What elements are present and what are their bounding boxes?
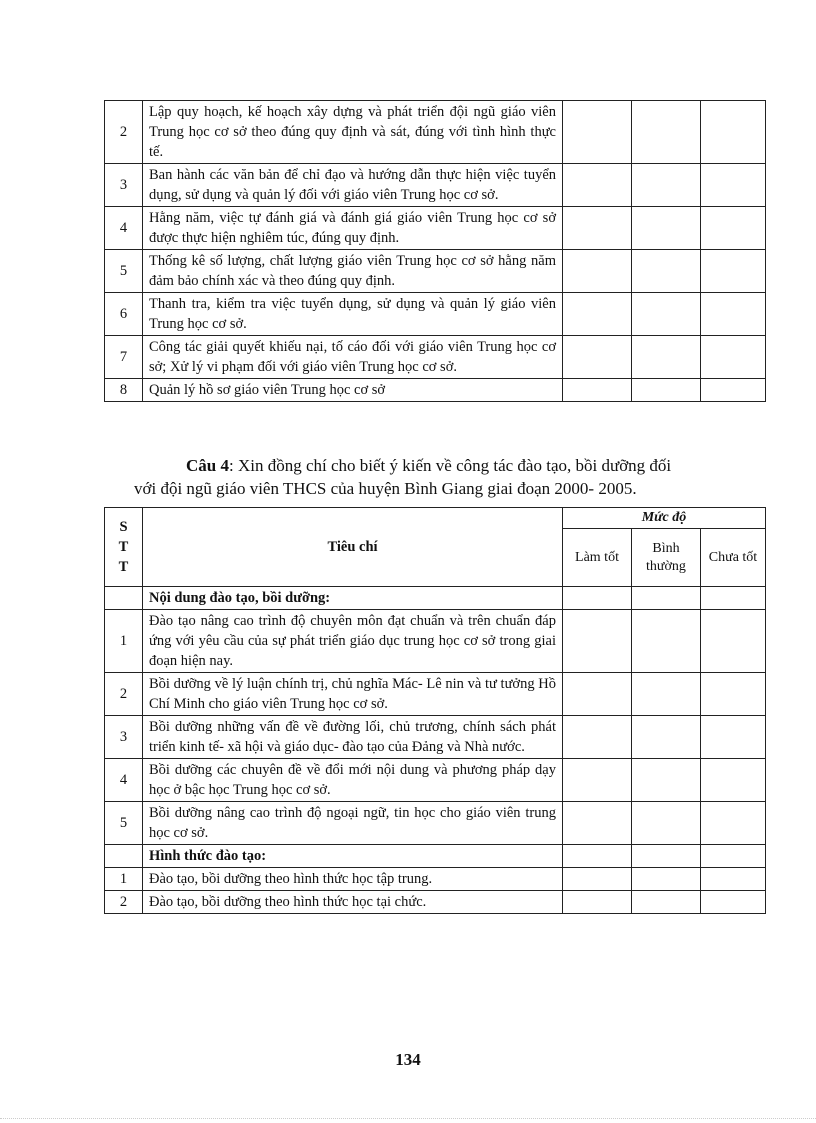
rating-cell[interactable] bbox=[563, 673, 632, 716]
rating-cell[interactable] bbox=[701, 673, 766, 716]
section-title: Nội dung đào tạo, bồi dưỡng: bbox=[143, 587, 563, 610]
rating-cell[interactable] bbox=[632, 759, 701, 802]
section-title: Hình thức đào tạo: bbox=[143, 845, 563, 868]
rating-cell[interactable] bbox=[632, 336, 701, 379]
row-number: 4 bbox=[105, 207, 143, 250]
rating-cell[interactable] bbox=[563, 610, 632, 673]
table-row bbox=[105, 610, 766, 673]
rating-cell[interactable] bbox=[701, 610, 766, 673]
rating-cell[interactable] bbox=[701, 293, 766, 336]
question-text-1: : Xin đồng chí cho biết ý kiến về công tác đào tạo, bồi dưỡng đối bbox=[228, 456, 672, 475]
rating-cell[interactable] bbox=[632, 868, 701, 891]
table-row bbox=[105, 336, 766, 379]
rating-cell[interactable] bbox=[701, 802, 766, 845]
row-number: 2 bbox=[105, 891, 143, 914]
row-criterion: Bồi dưỡng về lý luận chính trị, chủ nghĩa Mác- Lê nin và tư tưởng Hồ Chí Minh cho giáo viên Trung học cơ sở. bbox=[143, 673, 563, 716]
rating-cell[interactable] bbox=[701, 250, 766, 293]
row-number: 5 bbox=[105, 250, 143, 293]
row-number: 6 bbox=[105, 293, 143, 336]
table-row bbox=[105, 868, 766, 891]
row-number: 7 bbox=[105, 336, 143, 379]
rating-cell[interactable] bbox=[563, 336, 632, 379]
rating-cell[interactable] bbox=[701, 379, 766, 402]
row-number: 1 bbox=[105, 610, 143, 673]
rating-cell[interactable] bbox=[563, 716, 632, 759]
rating-cell[interactable] bbox=[563, 379, 632, 402]
rating-cell[interactable] bbox=[563, 802, 632, 845]
rating-cell[interactable] bbox=[632, 250, 701, 293]
row-criterion: Bồi dưỡng các chuyên đề về đổi mới nội dung và phương pháp dạy học ở bậc học Trung học cơ sở. bbox=[143, 759, 563, 802]
rating-cell[interactable] bbox=[563, 164, 632, 207]
header-level: Mức độ bbox=[563, 508, 766, 529]
row-criterion: Bồi dưỡng nâng cao trình độ ngoại ngữ, tin học cho giáo viên trung học cơ sở. bbox=[143, 802, 563, 845]
rating-cell[interactable] bbox=[632, 101, 701, 164]
rating-cell[interactable] bbox=[563, 868, 632, 891]
rating-cell[interactable] bbox=[563, 250, 632, 293]
table-row bbox=[105, 250, 766, 293]
question-4 bbox=[104, 454, 765, 500]
table-row bbox=[105, 759, 766, 802]
rating-cell[interactable] bbox=[701, 101, 766, 164]
table-row bbox=[105, 379, 766, 402]
section-row bbox=[105, 587, 766, 610]
question-text-2: với đội ngũ giáo viên THCS của huyện Bình Giang giai đoạn 2000- 2005. bbox=[134, 479, 637, 498]
row-number: 3 bbox=[105, 716, 143, 759]
row-number: 1 bbox=[105, 868, 143, 891]
table-row bbox=[105, 716, 766, 759]
table-row bbox=[105, 673, 766, 716]
rating-cell[interactable] bbox=[632, 716, 701, 759]
rating-cell[interactable] bbox=[632, 293, 701, 336]
row-criterion: Lập quy hoạch, kế hoạch xây dựng và phát triển đội ngũ giáo viên Trung học cơ sở theo đúng quy định và sát, đúng với tình hình thực tế. bbox=[143, 101, 563, 164]
row-number: 8 bbox=[105, 379, 143, 402]
rating-cell bbox=[563, 845, 632, 868]
rating-cell[interactable] bbox=[701, 336, 766, 379]
empty-cell bbox=[105, 587, 143, 610]
header-stt: S T T bbox=[105, 508, 143, 587]
rating-cell[interactable] bbox=[563, 759, 632, 802]
header-good: Làm tốt bbox=[563, 529, 632, 587]
row-number: 5 bbox=[105, 802, 143, 845]
row-number: 2 bbox=[105, 101, 143, 164]
rating-cell[interactable] bbox=[632, 164, 701, 207]
row-criterion: Hằng năm, việc tự đánh giá và đánh giá giáo viên Trung học cơ sở được thực hiện nghiêm túc, đúng quy định. bbox=[143, 207, 563, 250]
row-criterion: Đào tạo, bồi dưỡng theo hình thức học tập trung. bbox=[143, 868, 563, 891]
table-row bbox=[105, 293, 766, 336]
question-label: Câu 4 bbox=[186, 456, 229, 475]
row-criterion: Bồi dưỡng những vấn đề về đường lối, chủ trương, chính sách phát triển kinh tế- xã hội và giáo dục- đào tạo của Đảng và Nhà nước. bbox=[143, 716, 563, 759]
rating-cell[interactable] bbox=[563, 891, 632, 914]
header-normal: Bình thường bbox=[632, 529, 701, 587]
rating-cell[interactable] bbox=[563, 293, 632, 336]
management-table bbox=[104, 100, 766, 402]
section-row bbox=[105, 845, 766, 868]
row-number: 3 bbox=[105, 164, 143, 207]
rating-cell[interactable] bbox=[632, 379, 701, 402]
rating-cell[interactable] bbox=[632, 207, 701, 250]
rating-cell[interactable] bbox=[701, 207, 766, 250]
table-row bbox=[105, 207, 766, 250]
row-criterion: Đào tạo, bồi dưỡng theo hình thức học tại chức. bbox=[143, 891, 563, 914]
rating-cell[interactable] bbox=[563, 101, 632, 164]
table-row bbox=[105, 101, 766, 164]
row-criterion: Thanh tra, kiểm tra việc tuyển dụng, sử dụng và quản lý giáo viên Trung học cơ sở. bbox=[143, 293, 563, 336]
row-criterion: Công tác giải quyết khiếu nại, tố cáo đối với giáo viên Trung học cơ sở; Xử lý vi phạm đối với giáo viên Trung học cơ sở. bbox=[143, 336, 563, 379]
header-criteria: Tiêu chí bbox=[143, 508, 563, 587]
row-criterion: Đào tạo nâng cao trình độ chuyên môn đạt chuẩn và trên chuẩn đáp ứng với yêu cầu của sự phát triển giáo dục trung học cơ sở trong giai đoạn hiện nay. bbox=[143, 610, 563, 673]
rating-cell bbox=[701, 587, 766, 610]
footer-divider bbox=[0, 1118, 816, 1119]
page-number: 134 bbox=[395, 1050, 421, 1069]
row-criterion: Ban hành các văn bản để chỉ đạo và hướng dẫn thực hiện việc tuyển dụng, sử dụng và quản lý đối với giáo viên Trung học cơ sở. bbox=[143, 164, 563, 207]
row-number: 4 bbox=[105, 759, 143, 802]
rating-cell bbox=[632, 587, 701, 610]
rating-cell bbox=[632, 845, 701, 868]
table-row bbox=[105, 164, 766, 207]
rating-cell[interactable] bbox=[701, 891, 766, 914]
rating-cell[interactable] bbox=[701, 164, 766, 207]
training-table bbox=[104, 507, 766, 914]
rating-cell bbox=[701, 845, 766, 868]
empty-cell bbox=[105, 845, 143, 868]
rating-cell[interactable] bbox=[632, 610, 701, 673]
rating-cell[interactable] bbox=[701, 759, 766, 802]
row-criterion: Thống kê số lượng, chất lượng giáo viên Trung học cơ sở hằng năm đảm bảo chính xác và theo đúng quy định. bbox=[143, 250, 563, 293]
rating-cell[interactable] bbox=[632, 673, 701, 716]
row-number: 2 bbox=[105, 673, 143, 716]
rating-cell[interactable] bbox=[632, 891, 701, 914]
table-row bbox=[105, 891, 766, 914]
header-not-good: Chưa tốt bbox=[701, 529, 766, 587]
rating-cell[interactable] bbox=[632, 802, 701, 845]
rating-cell bbox=[563, 587, 632, 610]
table-row bbox=[105, 802, 766, 845]
rating-cell[interactable] bbox=[563, 207, 632, 250]
rating-cell[interactable] bbox=[701, 716, 766, 759]
row-criterion: Quản lý hồ sơ giáo viên Trung học cơ sở bbox=[143, 379, 563, 402]
rating-cell[interactable] bbox=[701, 868, 766, 891]
